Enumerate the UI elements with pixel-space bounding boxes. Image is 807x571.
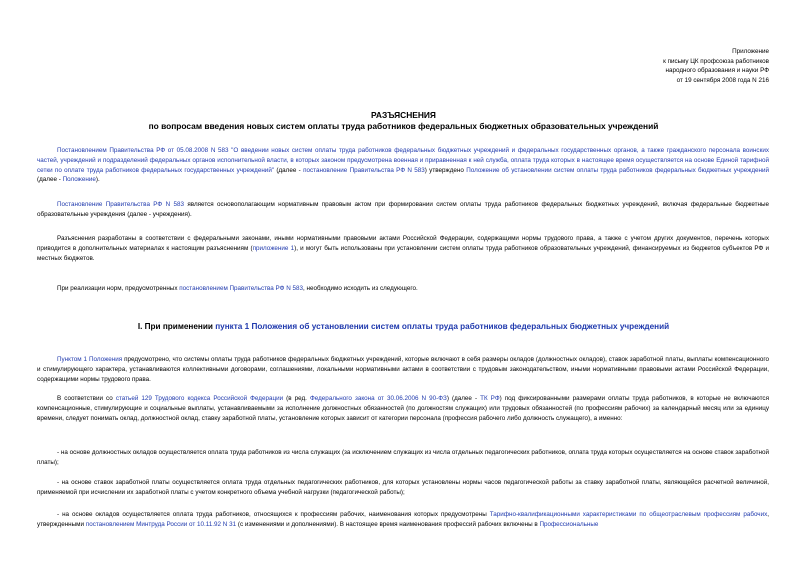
text: (с изменениями и дополнениями). В настоящее время наименования профессий рабочих включены в [236,520,540,528]
text: (в ред. [283,395,310,402]
appendix-line: народного образования и науки РФ [665,67,769,75]
text: В соответствии со [57,395,116,402]
link-statya-129-tk[interactable]: статьей 129 Трудового кодекса Российской Федерации [115,395,284,402]
link-tk-rf[interactable]: ТК РФ [480,395,500,402]
link-punkt-1[interactable]: Пунктом 1 Положения [57,356,123,363]
link-polozhenie[interactable]: Положение [62,176,96,184]
title-line-2: по вопросам введения новых систем оплаты труда работников федеральных бюджетных образовательных учреждений [148,121,659,131]
paragraph-1 [37,146,769,185]
paragraph-4 [37,284,769,294]
link-professionalnye[interactable]: Профессиональные [539,520,599,528]
text: ). [95,176,100,184]
link-postanovlenie-583[interactable]: постановление Правительства РФ N 583 [303,166,425,174]
text: (далее - [37,176,63,184]
text: - на основе должностных окладов осуществляется оплата труда работников из числа служащих (за исключением служащих из числа отдельных педагогических работников, оплата труда которых осуществляется на основе ставок заработной платы); [37,449,769,466]
paragraph-3 [37,234,769,263]
link-tarifno-kvalifikatsionnye[interactable]: Тарифно-квалификационными характеристиками по общеотраслевым профессиям рабочих [489,511,768,518]
link-postanovlenie-583-full[interactable]: Постановлением Правительства РФ от 05.08.2008 N 583 "О введении новых систем оплаты труда работников федеральных бюджетных учреждений и федеральных государственных органов, а также гражданского персонала воинских частей, учреждений и подразделений федеральных органов исполнительной власти, в которых законом предусмотрена военная и приравненная к ней служба, оплата труда которых в настоящее время осуществляется на основе Единой тарифной сетки по оплате труда работников федеральных государственных учреждений" [37,147,769,174]
paragraph-2 [37,200,769,220]
text: - на основе ставок заработной платы осуществляется оплата труда отдельных педагогических работников, для которых установлены нормы часов педагогической работы за ставку заработной платы, являющейся расчетной величиной, применяемой при исчислении их заработной платы с учетом конкретного объема учебной нагрузки (педагогической работы); [37,479,769,496]
link-federalny-zakon-90[interactable]: Федерального закона от 30.06.2006 N 90-ФЗ [309,395,447,402]
heading-text: I. При применении [137,322,216,331]
title-line-1: РАЗЪЯСНЕНИЯ [371,110,436,120]
text: ) (далее - [446,395,481,402]
link-prilozhenie-1[interactable]: приложение 1 [252,244,295,252]
paragraph-7 [37,448,769,468]
text: , необходимо исходить из следующего. [303,285,418,292]
document-title [0,110,807,132]
text: является основополагающим нормативным правовым актом при формировании систем оплаты труда работников федеральных бюджетных учреждений, включая федеральные бюджетные образовательные учреждения (далее - учреждения). [37,201,770,218]
text: При реализации норм, предусмотренных [57,285,180,292]
appendix-line: от 19 сентября 2008 года N 216 [676,77,769,85]
link-punkt-1-polozheniya[interactable]: пункта 1 Положения об установлении систем оплаты труда работников федеральных бюджетных учреждений [215,322,670,331]
link-postanovlenie-583[interactable]: Постановление Правительства РФ N 583 [57,201,184,208]
text: , утвержденными [37,511,769,528]
appendix-note [663,47,769,86]
text: ) под фиксированными размерами оплаты труда работников, в которые не включаются компенсационные, стимулирующие и социальные выплаты, устанавливаемыми за исполнение должностных обязанностей (по должностям служащих) или трудовых обязанностей (по профессиям рабочих) за календарный месяц или за единицу времени, следует понимать оклад, должностной оклад, ставку заработной платы, установление которых зависит от категории персонала (профессия рабочего либо должность служащего), а именно: [37,395,769,422]
appendix-line: к письму ЦК профсоюза работников [663,57,769,65]
text: ), и могут быть использованы при установлении систем оплаты труда работников образовательных учреждений, финансируемых из бюджетов субъектов РФ и местных бюджетов. [37,244,769,262]
link-postanovlenie-mintruda-31[interactable]: постановлением Минтруда России от 10.11.92 N 31 [85,520,237,528]
section-heading-1 [0,322,807,331]
paragraph-5 [37,355,769,384]
appendix-line: Приложение [732,48,769,55]
text: предусмотрено, что системы оплаты труда работников федеральных бюджетных учреждений, которые включают в себя размеры окладов (должностных окладов), ставок заработной платы, выплаты компенсационного и стимулирующего характера, устанавливаются коллективными договорами, соглашениями, локальными нормативными актами в соответствии с трудовым законодательством, иными нормативными правовыми актами Российской Федерации, содержащими нормы трудового права. [37,356,769,383]
paragraph-9 [37,510,769,530]
text: (далее - [274,166,304,174]
paragraph-6 [37,394,769,423]
text: - на основе окладов осуществляется оплата труда работников, относящихся к профессиям рабочих, наименования которых предусмотрены [57,511,490,518]
paragraph-8 [37,478,769,498]
link-polozhenie-full[interactable]: Положение об установлении систем оплаты труда работников федеральных бюджетных учреждений [466,166,770,174]
link-postanovlenie-583[interactable]: постановлением Правительства РФ N 583 [179,285,304,292]
text: ) утверждено [424,166,467,174]
text: Разъяснения разработаны в соответствии с федеральными законами, иными нормативными правовыми актами Российской Федерации, содержащими нормы трудового права, а также с учетом других документов, перечень которых приводится в дополнительных материалах к настоящим разъяснениям ( [37,235,769,252]
